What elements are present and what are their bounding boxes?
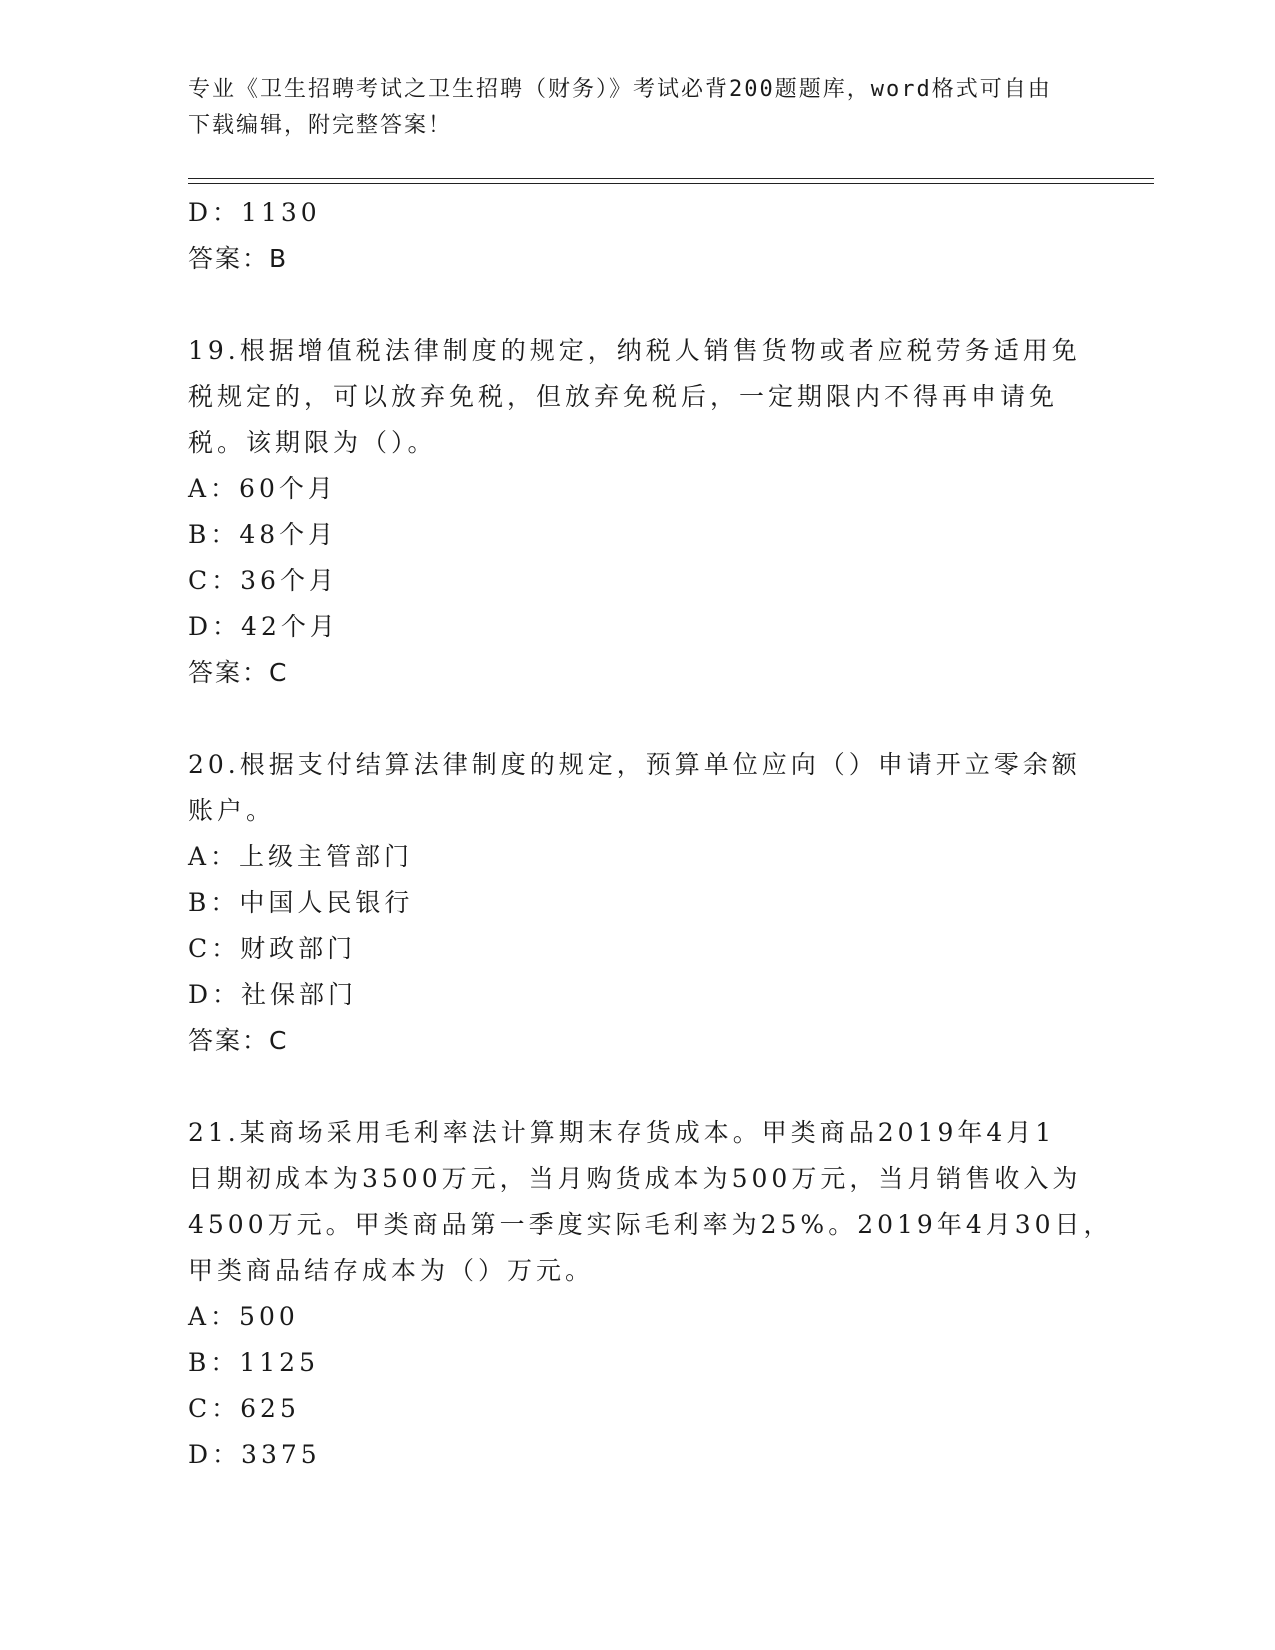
question-stem-line: 21.某商场采用毛利率法计算期末存货成本。甲类商品2019年4月1	[188, 1118, 1056, 1147]
question-stem-line: 账户。	[188, 796, 276, 825]
answer-line: 答案：C	[188, 1026, 289, 1055]
option-b: B：48个月	[188, 520, 338, 549]
header-divider-bottom	[188, 183, 1154, 184]
spacer	[188, 1064, 1088, 1110]
question-stem-line: 20.根据支付结算法律制度的规定，预算单位应向（）申请开立零余额	[188, 750, 1081, 779]
answer-line: 答案：B	[188, 244, 289, 273]
question-20	[188, 742, 1088, 1064]
question-21	[188, 1110, 1113, 1478]
option-d: D：3375	[188, 1440, 321, 1469]
question-stem-line: 4500万元。甲类商品第一季度实际毛利率为25%。2019年4月30日，	[188, 1210, 1113, 1239]
previous-question-tail	[188, 190, 1088, 282]
answer-line: 答案：C	[188, 658, 289, 687]
option-d: D：社保部门	[188, 980, 358, 1009]
question-stem-line: 日期初成本为3500万元，当月购货成本为500万元，当月销售收入为	[188, 1164, 1082, 1193]
option-a: A：60个月	[188, 474, 337, 503]
option-b: B：1125	[188, 1348, 319, 1377]
question-stem-line: 税规定的，可以放弃免税，但放弃免税后，一定期限内不得再申请免	[188, 382, 1059, 411]
question-19	[188, 328, 1088, 696]
option-a: A：500	[188, 1302, 299, 1331]
question-stem-line: 19.根据增值税法律制度的规定，纳税人销售货物或者应税劳务适用免	[188, 336, 1081, 365]
option-c: C：财政部门	[188, 934, 357, 963]
option-c: C：36个月	[188, 566, 338, 595]
document-header: 专业《卫生招聘考试之卫生招聘（财务）》考试必背200题题库，word格式可自由下载编辑，附完整答案！	[188, 77, 1052, 138]
option-d: D：1130	[188, 198, 321, 227]
document-body	[188, 190, 1113, 1478]
spacer	[188, 696, 1088, 742]
option-c: C：625	[188, 1394, 300, 1423]
question-stem-line: 税。该期限为（）。	[188, 428, 437, 457]
option-b: B：中国人民银行	[188, 888, 414, 917]
option-d: D：42个月	[188, 612, 339, 641]
spacer	[188, 282, 1088, 328]
header-divider-top	[188, 178, 1154, 179]
option-a: A：上级主管部门	[188, 842, 414, 871]
question-stem-line: 甲类商品结存成本为（）万元。	[188, 1256, 595, 1285]
